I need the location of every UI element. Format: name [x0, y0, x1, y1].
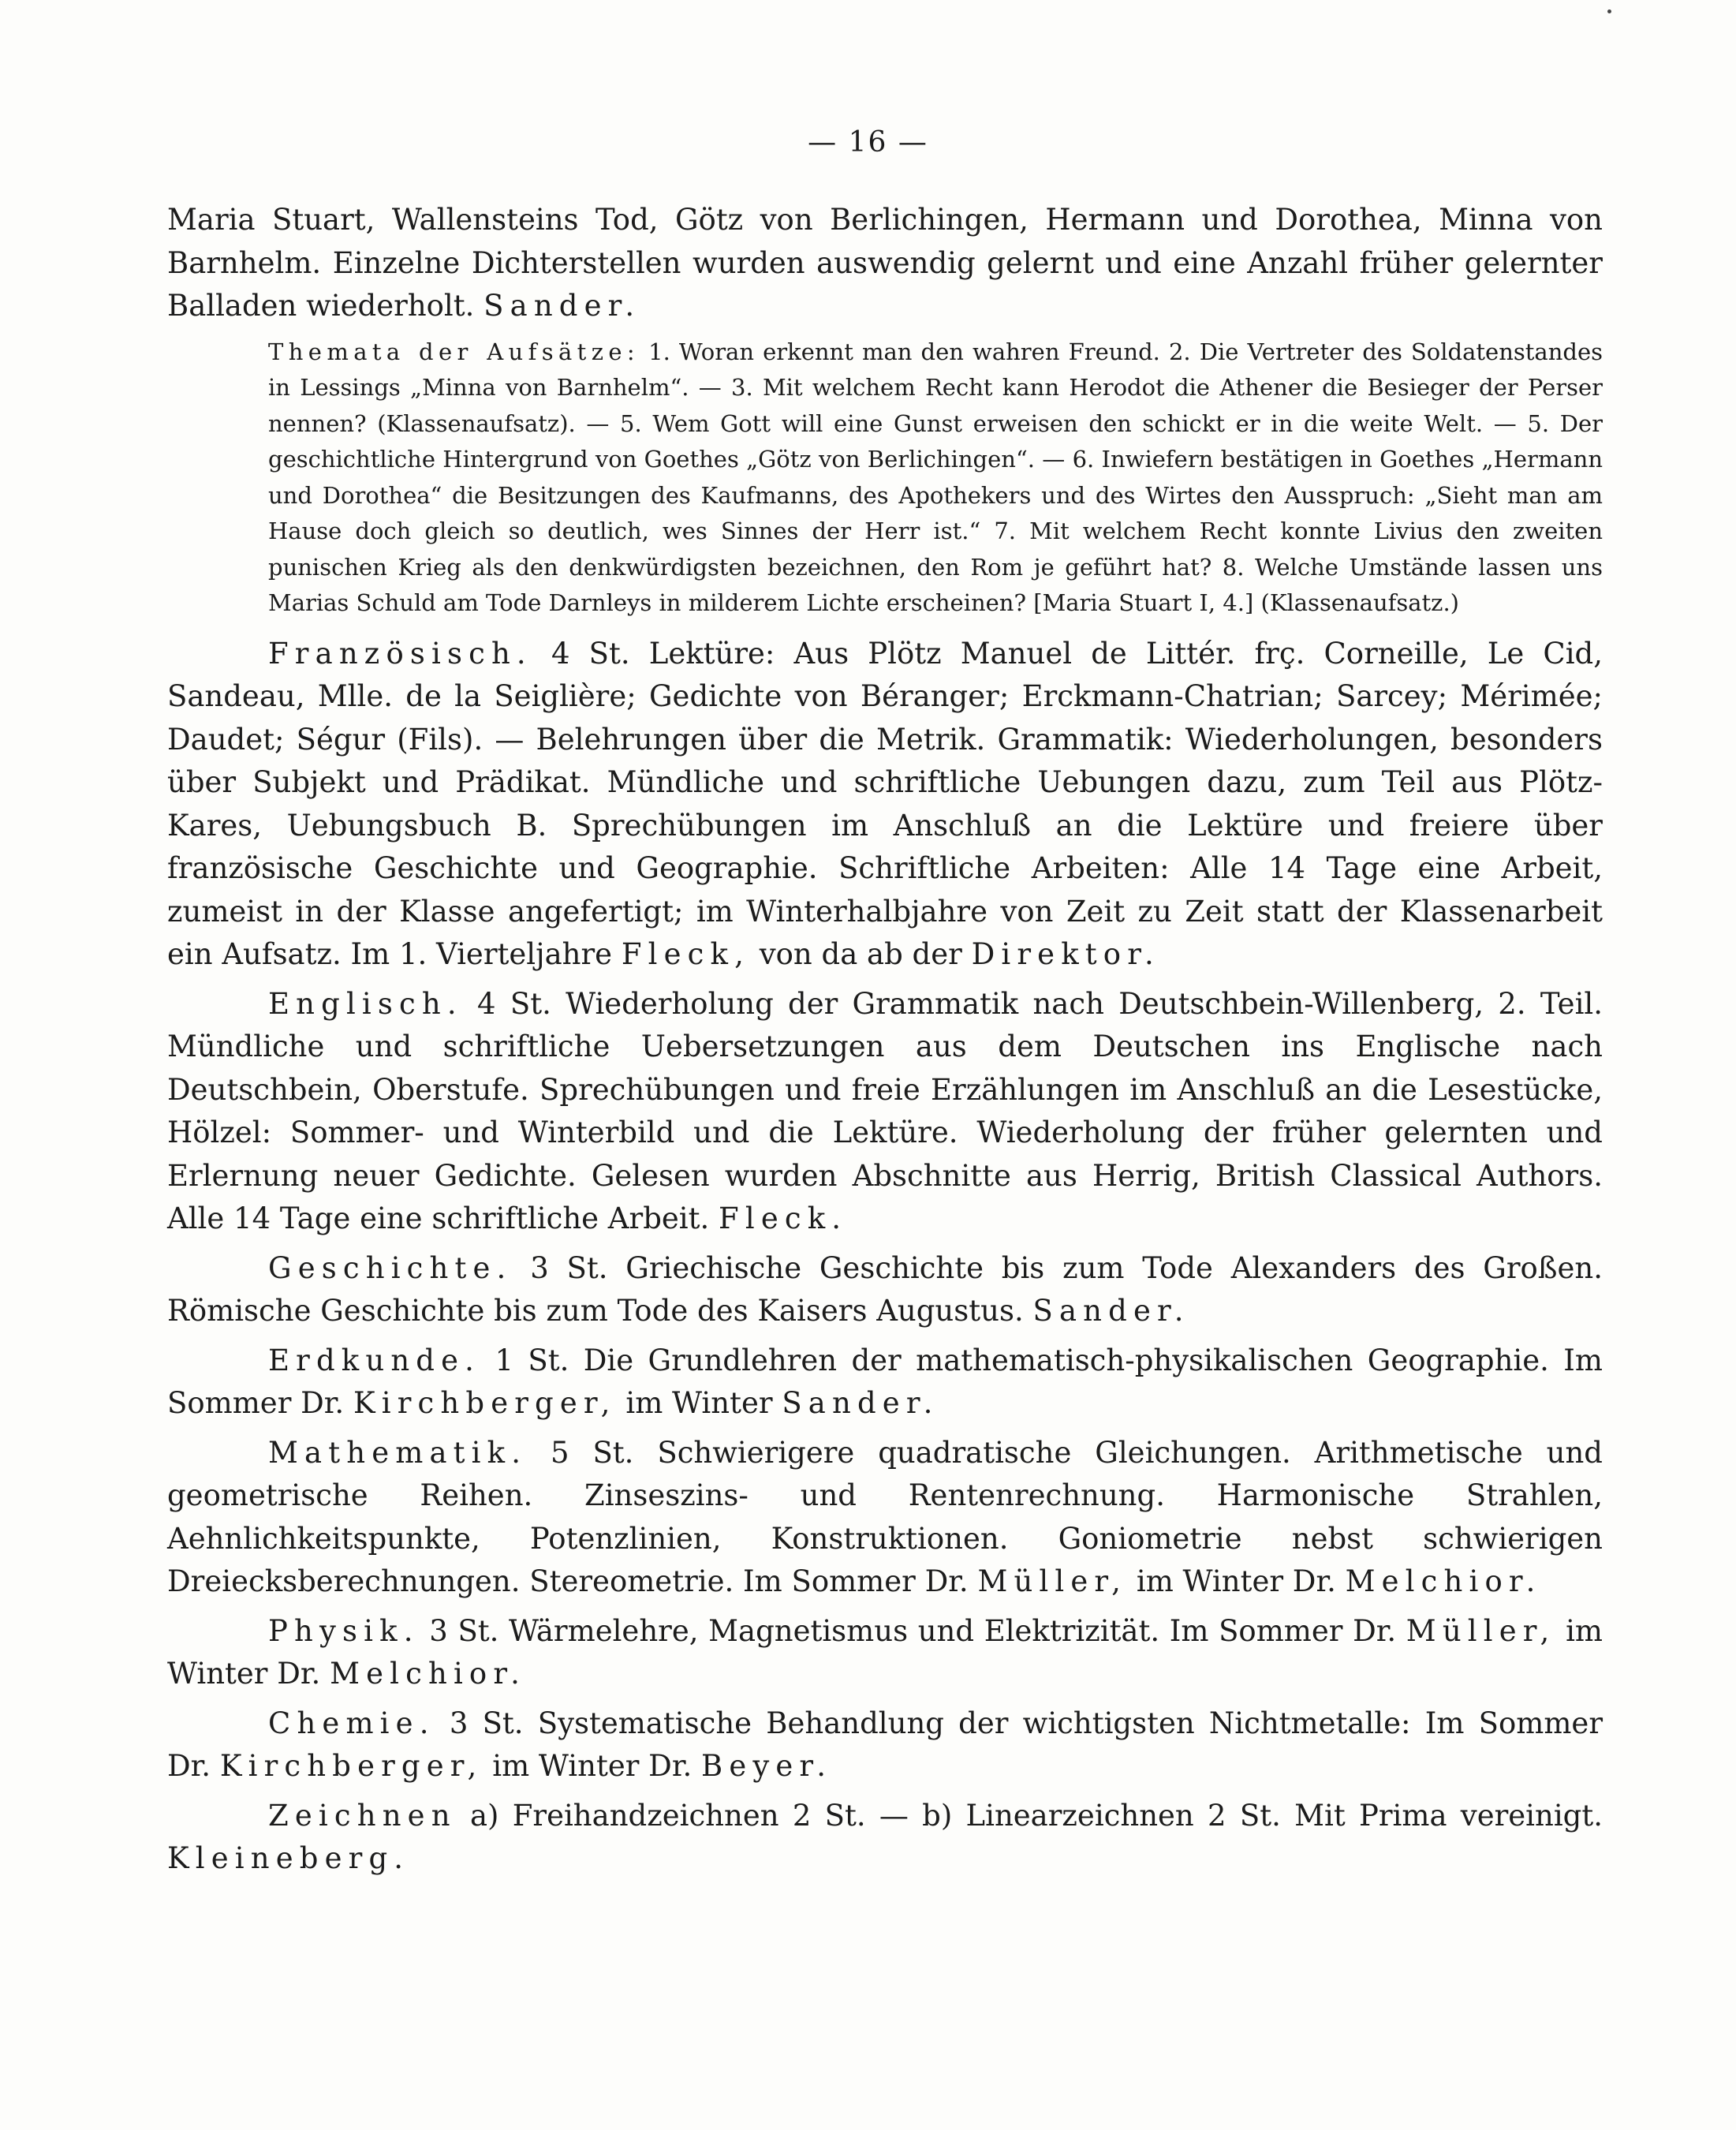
subject-heading: Französisch.	[268, 636, 532, 671]
teacher-name: Kleineberg.	[167, 1841, 410, 1875]
subject-heading: Zeichnen	[268, 1798, 457, 1833]
paragraph-chemie	[167, 1702, 1603, 1788]
subject-heading: Englisch.	[268, 986, 463, 1021]
paragraph-text-connector: im Winter	[625, 1386, 773, 1420]
paragraph-text: a) Freihandzeichnen 2 St. — b) Linearzeichnen 2 St. Mit Prima vereinigt.	[469, 1798, 1603, 1833]
paragraph-text: 4 St. Wiederholung der Grammatik nach Deutschbein-Willenberg, 2. Teil. Mündliche und schriftliche Uebersetzungen aus dem Deutschen ins Englische nach Deutschbein, Oberstufe. Sprechübungen und freie Erzählungen im Anschluß an die Lesestücke, Hölzel: Sommer- und Winterbild und die Lektüre. Wiederholung der früher gelernten und Erlernung neuer Gedichte. Gelesen wurden Abschnitte aus Herrig, British Classical Authors. Alle 14 Tage eine schriftliche Arbeit.	[167, 986, 1603, 1235]
teacher-name: Müller,	[1406, 1613, 1556, 1648]
teacher-name: Kirchberger,	[353, 1386, 617, 1420]
subject-heading: Chemie.	[268, 1706, 435, 1740]
paragraph-zeichnen	[167, 1795, 1603, 1881]
subject-heading: Erdkunde.	[268, 1343, 481, 1377]
paragraph-geschichte	[167, 1247, 1603, 1333]
paragraph-text: 3 St. Systematische Behandlung der wichtigsten Nichtmetalle: Im Sommer Dr.	[167, 1706, 1603, 1783]
subject-heading: Mathematik.	[268, 1435, 528, 1470]
paragraph-text: 1. Woran erkennt man den wahren Freund. 2. Die Vertreter des Soldatenstandes in Lessings „Minna von Barnhelm“. — 3. Mit welchem Recht kann Herodot die Athener die Besieger der Perser nennen? (Klassenaufsatz). — 5. Wem Gott will eine Gunst erweisen den schickt er in die weite Welt. — 5. Der geschichtliche Hintergrund von Goethes „Götz von Berlichingen“. — 6. Inwiefern bestätigen in Goethes „Hermann und Dorothea“ die Besitzungen des Kaufmanns, des Apothekers und des Wirtes den Ausspruch: „Sieht man am Hause doch gleich so deutlich, wes Sinnes der Herr ist.“ 7. Mit welchem Recht konnte Livius den zweiten punischen Krieg als den denkwürdigsten bezeichnen, den Rom je geführt hat? 8. Welche Umstände lassen uns Marias Schuld am Tode Darnleys in milderem Lichte erscheinen? [Maria Stuart I, 4.] (Klassenaufsatz.)	[268, 338, 1603, 616]
paragraph-text: Maria Stuart, Wallensteins Tod, Götz von Berlichingen, Hermann und Dorothea, Minna von Barnhelm. Einzelne Dichterstellen wurden auswendig gelernt und eine Anzahl früher gelernter Balladen wiederholt.	[167, 203, 1603, 323]
paragraph-deutsch-continuation	[167, 199, 1603, 328]
paragraph-text: 3 St. Griechische Geschichte bis zum Tode Alexanders des Großen. Römische Geschichte bis zum Tode des Kaisers Augustus.	[167, 1250, 1603, 1328]
paragraph-text: 4 St. Lektüre: Aus Plötz Manuel de Littér. frç. Corneille, Le Cid, Sandeau, Mlle. de la Seiglière; Gedichte von Béranger; Erckmann-Chatrian; Sarcey; Mérimée; Daudet; Ségur (Fils). — Belehrungen über die Metrik. Grammatik: Wiederholungen, besonders über Subjekt und Prädikat. Mündliche und schriftliche Uebungen dazu, zum Teil aus Plötz-Kares, Uebungsbuch B. Sprechübungen im Anschluß an die Lektüre und freiere über französische Geschichte und Geographie. Schriftliche Arbeiten: Alle 14 Tage eine Arbeit, zumeist in der Klasse angefertigt; im Winterhalbjahre von Zeit zu Zeit statt der Klassenarbeit ein Aufsatz. Im 1. Vierteljahre	[167, 636, 1603, 971]
paragraph-text-connector: im Winter Dr.	[167, 1613, 1603, 1691]
section-label: Themata der Aufsätze:	[268, 338, 640, 365]
teacher-name: Melchior.	[1345, 1564, 1542, 1598]
page-body	[167, 199, 1603, 1887]
paragraph-themata	[167, 334, 1603, 622]
teacher-name: Direktor.	[971, 937, 1160, 971]
teacher-name: Müller,	[977, 1564, 1128, 1598]
teacher-name: Sander.	[782, 1386, 939, 1420]
paragraph-text-connector: im Winter Dr.	[1136, 1564, 1336, 1598]
page-number: — 16 —	[808, 126, 928, 159]
teacher-name: Kirchberger,	[219, 1749, 483, 1783]
paragraph-physik	[167, 1610, 1603, 1696]
paragraph-text: 3 St. Wärmelehre, Magnetismus und Elektrizität. Im Sommer Dr.	[429, 1613, 1397, 1648]
teacher-name: Beyer.	[700, 1749, 833, 1783]
paragraph-text-connector: im Winter Dr.	[492, 1749, 693, 1783]
paragraph-franzoesisch	[167, 633, 1603, 977]
paragraph-text: 1 St. Die Grundlehren der mathematisch-physikalischen Geographie. Im Sommer Dr.	[167, 1343, 1603, 1420]
paragraph-text-connector: von da ab der	[759, 937, 962, 971]
paragraph-erdkunde	[167, 1340, 1603, 1426]
teacher-name: Fleck.	[719, 1201, 848, 1235]
subject-heading: Geschichte.	[268, 1250, 513, 1285]
teacher-name: Melchior.	[330, 1657, 526, 1691]
teacher-name: Sander.	[483, 289, 641, 323]
subject-heading: Physik.	[268, 1613, 420, 1648]
paragraph-text: 5 St. Schwierigere quadratische Gleichungen. Arithmetische und geometrische Reihen. Zinseszins- und Rentenrechnung. Harmonische Strahlen, Aehnlichkeitspunkte, Potenzlinien, Konstruktionen. Goniometrie nebst schwierigen Dreiecksberechnungen. Stereometrie. Im Sommer Dr.	[167, 1435, 1603, 1598]
teacher-name: Sander.	[1032, 1294, 1190, 1328]
paragraph-mathematik	[167, 1432, 1603, 1604]
teacher-name: Fleck,	[621, 937, 750, 971]
print-speck	[1607, 9, 1611, 13]
paragraph-englisch	[167, 983, 1603, 1241]
